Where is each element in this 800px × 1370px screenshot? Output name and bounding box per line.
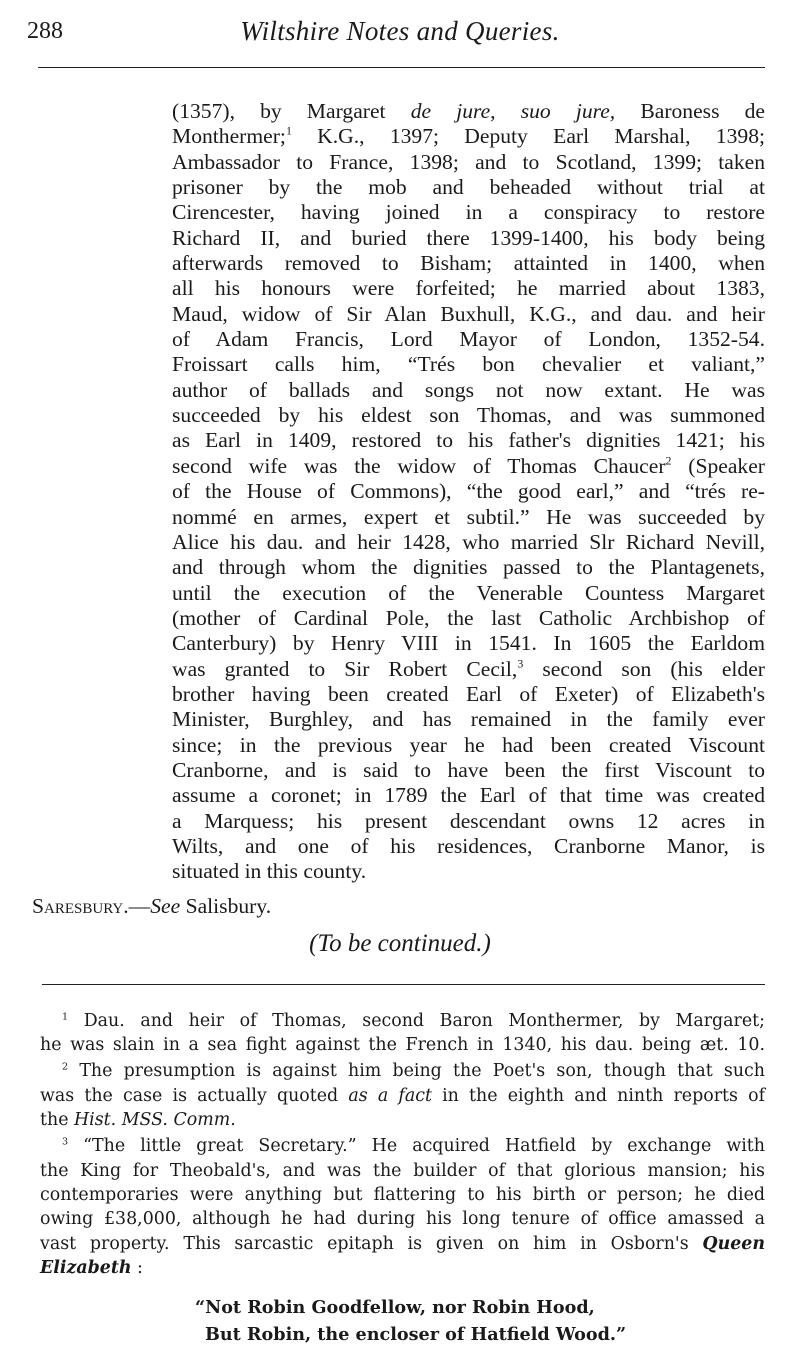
text-line <box>172 276 765 301</box>
text-segment: : <box>131 1258 143 1279</box>
running-title: Wiltshire Notes and Queries. <box>240 16 560 46</box>
text-segment: was the case is actually quoted <box>40 1085 349 1106</box>
text-segment: Cirencester, having joined in a conspiracy to restore <box>172 200 765 225</box>
text-line <box>172 175 765 200</box>
text-segment: the King for Theobald's, and was the builder of that glorious mansion; his <box>40 1160 765 1181</box>
text-segment: Elizabeth <box>40 1258 132 1279</box>
text-segment: of Adam Francis, Lord Mayor of London, 1352-54. <box>172 327 765 352</box>
cross-reference: Salisbury. <box>180 894 272 918</box>
text-line <box>172 251 765 276</box>
page-number: 288 <box>27 18 63 44</box>
text-segment: prisoner by the mob and beheaded without trial at <box>172 175 765 200</box>
text-segment: brother having been created Earl of Exeter) of Elizabeth's <box>172 681 765 706</box>
text-line <box>172 352 765 377</box>
text-line <box>40 1183 765 1207</box>
footnote-marker: 1 <box>62 1011 69 1023</box>
footnotes <box>40 1009 765 1282</box>
text-line <box>172 226 765 251</box>
footnote-3 <box>40 1134 765 1280</box>
to-be-continued: (To be continued.) <box>309 930 491 957</box>
text-line <box>172 707 765 732</box>
see-label: See <box>150 894 181 918</box>
footnote-marker: 2 <box>62 1061 69 1073</box>
text-line <box>40 1207 765 1231</box>
text-segment: de jure, suo jure, <box>410 99 616 123</box>
text-segment: Alice his dau. and heir 1428, who married Slr Richard Nevill, <box>172 529 765 554</box>
text-line <box>172 378 765 403</box>
text-line <box>172 200 765 225</box>
text-line <box>40 1232 765 1256</box>
text-line <box>172 99 765 124</box>
text-line <box>172 555 765 580</box>
text-line <box>172 809 765 834</box>
text-segment: afterwards removed to Bisham; attainted in 1400, when <box>172 251 765 276</box>
text-segment: he was slain in a sea fight against the French in 1340, his dau. being æt. 10. <box>40 1035 765 1056</box>
text-segment: second son (his elder <box>523 656 765 681</box>
text-segment: owing £38,000, although he had during his long tenure of office amassed a <box>40 1209 765 1230</box>
text-segment: the <box>40 1110 75 1131</box>
text-segment: as a fact <box>348 1085 432 1106</box>
text-segment: of the House of Commons), “the good earl,” and “trés re- <box>172 479 765 504</box>
text-segment: Dau. and heir of Thomas, second Baron Monthermer, by Margaret; <box>68 1011 765 1031</box>
text-line <box>172 733 765 758</box>
text-segment: all his honours were forfeited; he married about 1383, <box>172 276 765 301</box>
text-segment: K.G., 1397; Deputy Earl Marshal, 1398; <box>291 124 765 149</box>
footnote-marker: 3 <box>517 656 524 671</box>
text-line <box>172 657 765 682</box>
text-segment: in the eighth and ninth reports of <box>431 1085 766 1106</box>
text-line <box>40 1084 765 1108</box>
text-line <box>172 302 765 327</box>
footnote-1 <box>40 1009 765 1058</box>
text-segment: The presumption is against him being the Poet's son, though that such <box>68 1061 765 1082</box>
text-segment: Monthermer; <box>172 124 286 149</box>
text-line <box>40 1033 765 1057</box>
text-segment: Wilts, and one of his residences, Cranborne Manor, is <box>172 833 765 858</box>
entry-headword: Saresbury. <box>32 894 129 918</box>
text-line <box>172 428 765 453</box>
text-segment: Cranborne, and is said to have been the first Viscount to <box>172 757 765 782</box>
text-segment: (mother of Cardinal Pole, the last Catholic Archbishop of <box>172 605 765 630</box>
text-line <box>172 682 765 707</box>
text-segment: (1357), by Margaret <box>172 99 411 123</box>
text-line <box>172 581 765 606</box>
text-segment: and through whom the dignities passed to the Plantagenets, <box>172 555 765 580</box>
text-segment: (Speaker <box>671 453 765 478</box>
footnote-rule <box>42 984 765 985</box>
footnote-2 <box>40 1059 765 1132</box>
text-line <box>172 403 765 428</box>
text-line <box>172 454 765 479</box>
epitaph-line-2: But Robin, the encloser of Hatfield Wood.” <box>205 1324 627 1345</box>
text-segment: second wife was the widow of Thomas Chaucer <box>172 453 666 478</box>
text-line <box>172 505 765 530</box>
text-segment: Canterbury) by Henry VIII in 1541. In 1605 the Earldom <box>172 631 765 656</box>
text-line <box>40 1009 765 1033</box>
text-segment: succeeded by his eldest son Thomas, and was summoned <box>172 403 765 428</box>
text-segment: vast property. This sarcastic epitaph is given on him in Osborn's <box>40 1233 703 1254</box>
text-line <box>172 150 765 175</box>
text-segment: Queen <box>702 1233 765 1254</box>
saresbury-entry <box>32 894 271 919</box>
body-text <box>172 99 765 885</box>
text-segment: was granted to Sir Robert Cecil, <box>172 656 518 681</box>
text-segment: until the execution of the Venerable Countess Margaret <box>172 580 765 605</box>
text-line <box>172 124 765 149</box>
epitaph-line-1: “Not Robin Goodfellow, nor Robin Hood, <box>195 1297 595 1318</box>
text-line <box>172 859 765 884</box>
text-line <box>172 631 765 656</box>
text-segment: situated in this county. <box>172 859 367 884</box>
text-segment: Hist. MSS. Comm. <box>74 1110 236 1131</box>
text-segment: Ambassador to France, 1398; and to Scotland, 1399; taken <box>172 149 765 174</box>
entry-dash: — <box>128 894 151 918</box>
text-segment: Baroness de <box>615 99 765 123</box>
text-segment: “The little great Secretary.” He acquired Hatfield by exchange with <box>68 1136 765 1157</box>
text-segment: contemporaries were anything but flattering to his birth or person; he died <box>40 1185 765 1206</box>
text-line <box>172 530 765 555</box>
text-segment: nommé en armes, expert et subtil.” He was succeeded by <box>172 504 765 529</box>
text-line <box>40 1159 765 1183</box>
footnote-marker: 1 <box>285 124 292 139</box>
text-line <box>40 1134 765 1158</box>
text-line <box>172 327 765 352</box>
text-line <box>40 1108 765 1132</box>
footnote-marker: 2 <box>665 453 672 468</box>
text-line <box>172 834 765 859</box>
text-segment: author of ballads and songs not now extant. He was <box>172 377 765 402</box>
text-line <box>172 479 765 504</box>
text-segment: since; in the previous year he had been created Viscount <box>172 732 765 757</box>
text-segment: a Marquess; his present descendant owns 12 acres in <box>172 808 765 833</box>
text-line <box>172 758 765 783</box>
text-line <box>172 606 765 631</box>
text-segment: Maud, widow of Sir Alan Buxhull, K.G., and dau. and heir <box>172 301 765 326</box>
footnote-marker: 3 <box>62 1136 69 1148</box>
text-line <box>172 783 765 808</box>
text-segment: Minister, Burghley, and has remained in the family ever <box>172 707 765 732</box>
text-segment: as Earl in 1409, restored to his father's dignities 1421; his <box>172 428 765 453</box>
text-segment: Froissart calls him, “Trés bon chevalier et valiant,” <box>172 352 765 377</box>
text-line <box>40 1059 765 1083</box>
text-line <box>40 1256 765 1280</box>
text-segment: assume a coronet; in 1789 the Earl of that time was created <box>172 783 765 808</box>
header-rule <box>38 67 765 68</box>
text-segment: Richard II, and buried there 1399-1400, his body being <box>172 225 765 250</box>
